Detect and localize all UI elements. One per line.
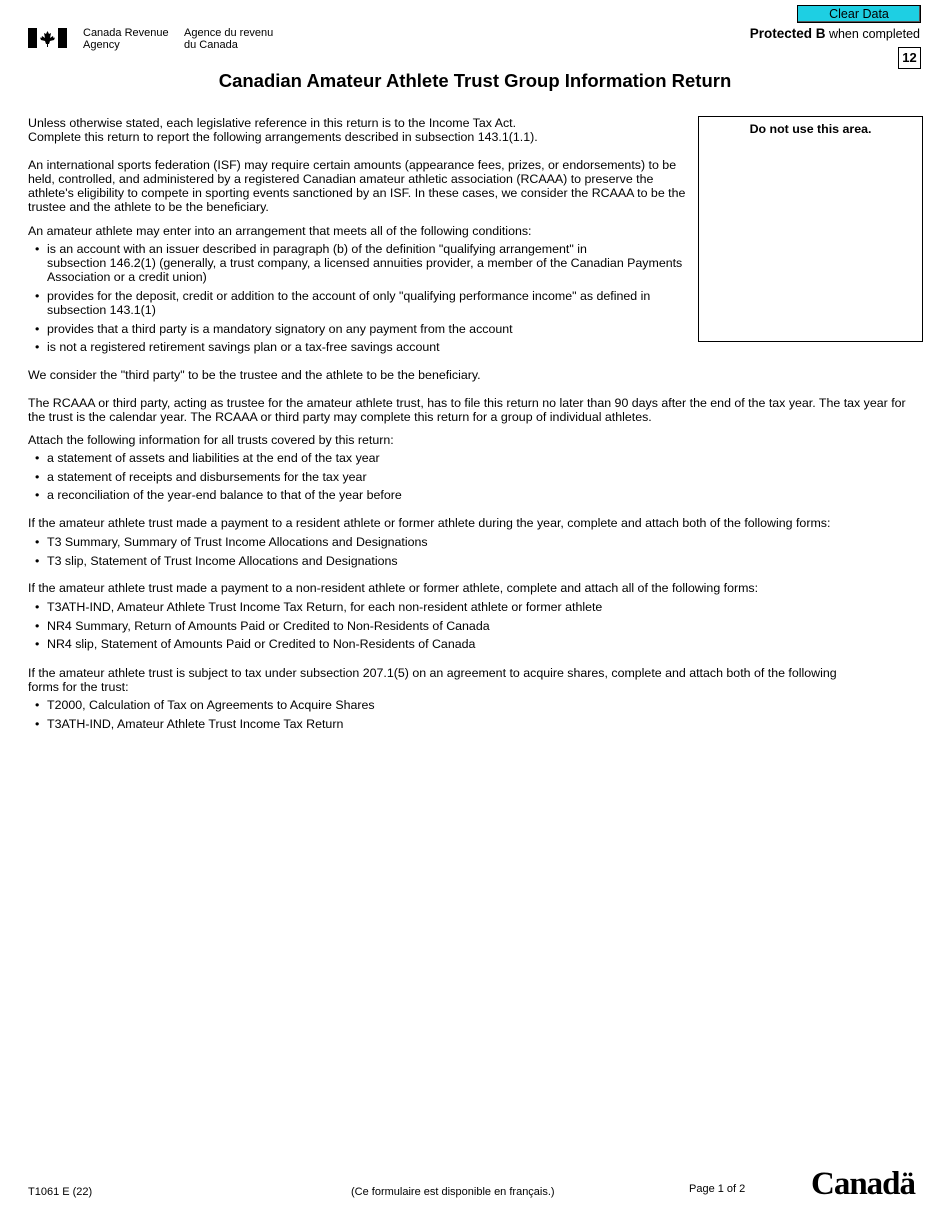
protected-b: Protected B xyxy=(749,26,826,41)
text-line: • is an account with an issuer described in paragraph (b) of the definition "qualifying arrangement" in xyxy=(47,242,587,256)
list-item: • T3ATH-IND, Amateur Athlete Trust Income Tax Return xyxy=(28,717,375,731)
agency-en-line: Agency xyxy=(83,38,120,51)
text-line: If the amateur athlete trust is subject to tax under subsection 207.1(5) on an agreement to acquire shares, complete and attach both of the following xyxy=(28,666,837,680)
form-code-box: 12 xyxy=(898,47,921,69)
text-line: The RCAAA or third party, acting as trustee for the amateur athlete trust, has to file this return no later than 90 days after the end of the tax year. The tax year for xyxy=(28,396,906,410)
list-item: • is not a registered retirement savings plan or a tax-free savings account xyxy=(28,340,682,354)
page-number: Page 1 of 2 xyxy=(689,1183,746,1195)
nonresident-intro: If the amateur athlete trust made a payment to a non-resident athlete or former athlete, complete and attach all of the following forms: xyxy=(28,581,759,595)
protected-notice xyxy=(750,26,920,41)
list-item xyxy=(28,289,682,317)
canada-wordmark: Canadä xyxy=(811,1166,916,1202)
agency-en-line: Canada Revenue xyxy=(83,27,169,39)
agency-fr-line: Agence du revenu xyxy=(184,27,274,39)
attach-intro: Attach the following information for all trusts covered by this return: xyxy=(28,433,394,447)
text-line: Unless otherwise stated, each legislative reference in this return is to the Income Tax Act. xyxy=(28,116,517,130)
shares-intro xyxy=(28,666,837,694)
list-item: • a statement of receipts and disbursements for the tax year xyxy=(28,470,402,484)
clear-data-button[interactable]: Clear Data xyxy=(797,5,921,23)
list-item: • a statement of assets and liabilities at the end of the tax year xyxy=(28,451,402,465)
isf-paragraph xyxy=(28,158,685,214)
page-title: Canadian Amateur Athlete Trust Group Information Return xyxy=(218,70,732,91)
text-line: Complete this return to report the following arrangements described in subsection 143.1(1.1). xyxy=(28,130,538,144)
text-line: Association or a credit union) xyxy=(47,270,207,284)
text-line: subsection 143.1(1) xyxy=(47,303,156,317)
office-use-label: Do not use this area. xyxy=(749,122,872,136)
list-item: • NR4 slip, Statement of Amounts Paid or Credited to Non-Residents of Canada xyxy=(28,637,602,651)
list-item: • a reconciliation of the year-end balance to that of the year before xyxy=(28,488,402,502)
text-line: An international sports federation (ISF) may require certain amounts (appearance fees, prizes, or endorsements) to be xyxy=(28,158,677,172)
list-item: • provides that a third party is a mandatory signatory on any payment from the account xyxy=(28,322,682,336)
resident-intro: If the amateur athlete trust made a payment to a resident athlete or former athlete during the year, complete and attach both of the following forms: xyxy=(28,516,831,530)
filing-paragraph xyxy=(28,396,906,424)
conditions-list xyxy=(28,242,682,354)
list-item xyxy=(28,242,682,284)
agency-name-fr xyxy=(184,28,273,51)
protected-rest: when completed xyxy=(825,27,920,41)
list-item: • T3 Summary, Summary of Trust Income Allocations and Designations xyxy=(28,535,428,549)
french-availability: (Ce formulaire est disponible en français.) xyxy=(351,1186,555,1198)
third-party-paragraph: We consider the "third party" to be the trustee and the athlete to be the beneficiary. xyxy=(28,368,481,382)
list-item: • T3 slip, Statement of Trust Income Allocations and Designations xyxy=(28,554,428,568)
shares-list xyxy=(28,698,375,731)
text-line: • provides for the deposit, credit or addition to the account of only "qualifying performance income" as defined in xyxy=(47,289,651,303)
text-line: held, controlled, and administered by a registered Canadian amateur athletic association (RCAAA) to preserve the xyxy=(28,172,654,186)
conditions-intro: An amateur athlete may enter into an arrangement that meets all of the following conditions: xyxy=(28,224,532,238)
list-item: • T3ATH-IND, Amateur Athlete Trust Income Tax Return, for each non-resident athlete or former athlete xyxy=(28,600,602,614)
text-line: athlete's eligibility to compete in sporting events sanctioned by an ISF. In these cases, we consider the RCAAA to be the xyxy=(28,186,686,200)
text-line: subsection 146.2(1) (generally, a trust company, a licensed annuities provider, a member of the Canadian Payments xyxy=(47,256,683,270)
nonresident-list xyxy=(28,600,602,651)
list-item: • NR4 Summary, Return of Amounts Paid or Credited to Non-Residents of Canada xyxy=(28,619,602,633)
text-line: forms for the trust: xyxy=(28,680,129,694)
resident-list xyxy=(28,535,428,568)
agency-name-en xyxy=(83,28,169,51)
office-use-box xyxy=(698,116,923,342)
agency-fr-line: du Canada xyxy=(184,38,238,51)
text-line: trustee and the athlete to be the beneficiary. xyxy=(28,200,269,214)
attach-list xyxy=(28,451,402,502)
text-line: the trust is the calendar year. The RCAAA or third party may complete this return for a group of individual athletes. xyxy=(28,410,652,424)
intro-paragraph xyxy=(28,116,538,144)
form-id: T1061 E (22) xyxy=(28,1186,93,1198)
list-item: • T2000, Calculation of Tax on Agreements to Acquire Shares xyxy=(28,698,375,712)
canada-flag-icon xyxy=(28,28,67,48)
